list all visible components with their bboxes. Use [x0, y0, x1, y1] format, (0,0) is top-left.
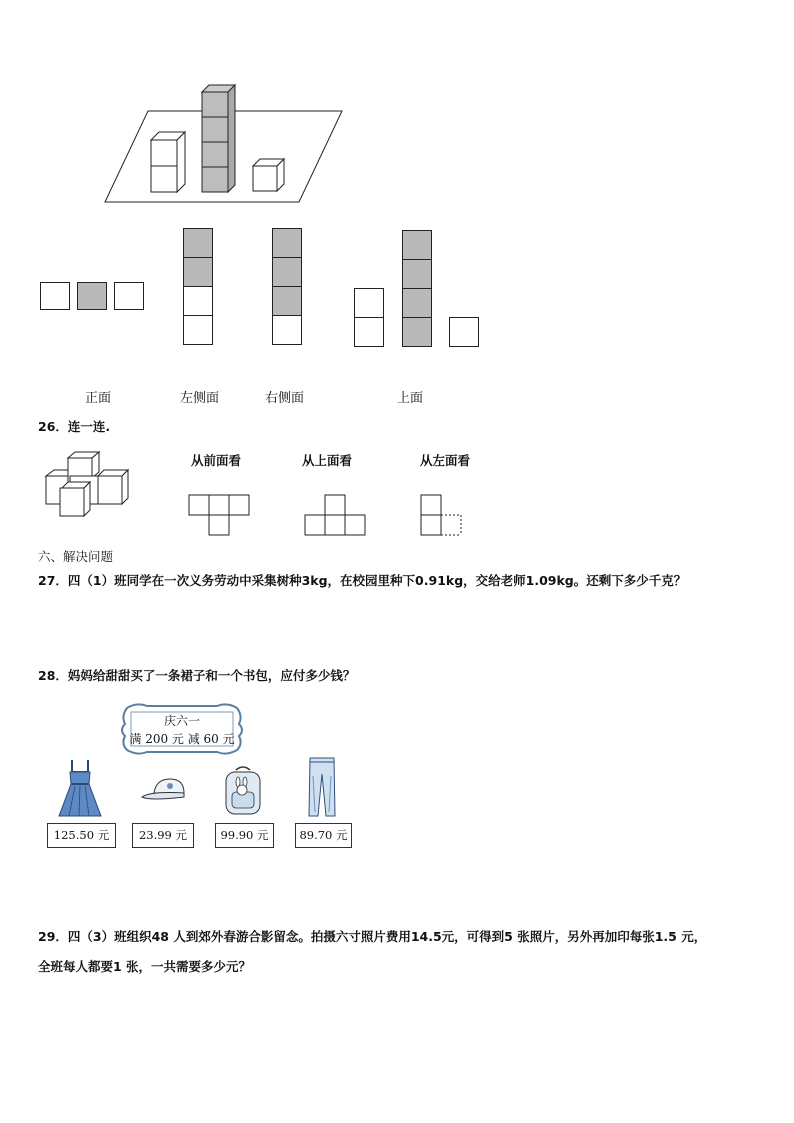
cube-stack-left [151, 132, 185, 192]
top-view-label: 上面 [397, 391, 424, 406]
front-view-label: 正面 [85, 391, 112, 406]
promo-banner-frame [117, 702, 247, 756]
cube-single-right [253, 159, 284, 191]
q27-text: 27．四（1）班同学在一次义务劳动中采集树种3kg，在校园里种下0.91kg，交给老师1.09kg。还剩下多少千克？ [38, 573, 687, 588]
q26-title: 26．连一连. [38, 419, 111, 434]
promo-banner-line1: 庆六一 [163, 714, 200, 728]
q26-view-drawings [0, 490, 794, 550]
price-tag-cap: 23.99 元 [132, 823, 194, 848]
promo-banner-line2: 满 200 元 减 60 元 [129, 732, 235, 746]
q26-view-front-caption: 从前面看 [191, 453, 242, 468]
price-tag-backpack: 99.90 元 [215, 823, 274, 848]
price-tag-dress: 125.50 元 [47, 823, 116, 848]
jeans-icon [302, 756, 342, 818]
cube-stacks-figure [0, 0, 794, 220]
cap-icon [140, 775, 190, 805]
q29-line2: 全班每人都要1 张，一共需要多少元？ [38, 959, 252, 974]
dress-icon [55, 758, 105, 818]
backpack-icon [218, 764, 268, 818]
cube-stack-tall [202, 85, 235, 192]
q26-view-left-caption: 从左面看 [420, 453, 471, 468]
q29-line1: 29．四（3）班组织48 人到郊外春游合影留念。拍摄六寸照片费用14.5元，可得到5 张照片，另外再加印每张1.5 元， [38, 929, 707, 944]
section-6-title: 六、解决问题 [38, 549, 114, 564]
price-tag-jeans: 89.70 元 [295, 823, 352, 848]
right-view-label: 右侧面 [265, 391, 305, 406]
q26-view-top-caption: 从上面看 [302, 453, 353, 468]
q28-text: 28．妈妈给甜甜买了一条裙子和一个书包，应付多少钱？ [38, 668, 356, 683]
left-view-label: 左侧面 [180, 391, 220, 406]
